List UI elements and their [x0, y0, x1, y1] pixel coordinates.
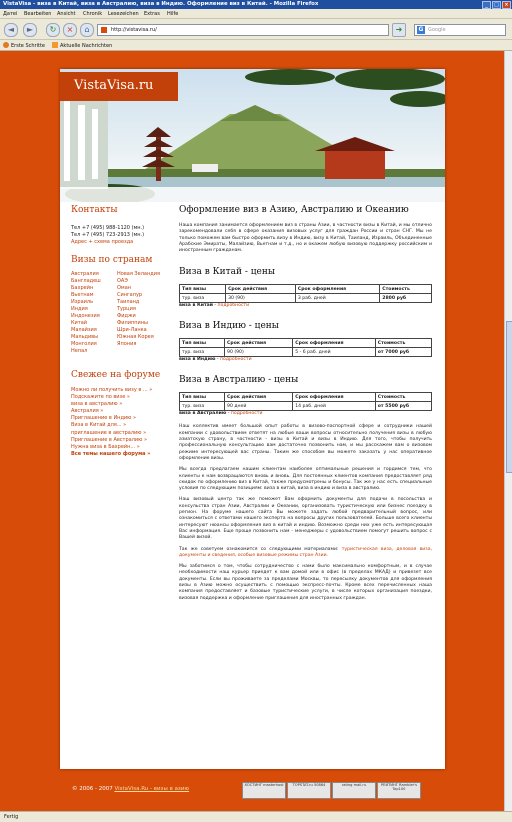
cell-processing: 5 - 6 раб. дней — [293, 348, 376, 357]
note-label: виза в Австралию — [179, 411, 227, 417]
cell-price: от 7000 руб — [375, 348, 431, 357]
navigation-toolbar — [0, 19, 512, 40]
country-link[interactable]: Бангладеш — [71, 278, 101, 284]
country-link[interactable]: Филиппины — [117, 320, 149, 326]
col-visa-type: Тип визы — [180, 393, 225, 402]
reload-icon[interactable]: ↻ — [46, 23, 60, 37]
cell-visa-type: тур. виза — [180, 348, 225, 357]
copyright-text: © 2006 - 2007 — [72, 786, 113, 792]
phone-1: Тел +7 (495) 988-1120 (мн.) — [71, 225, 145, 231]
china-prices-heading: Виза в Китай - цены — [179, 267, 276, 278]
forum-link[interactable]: Приглашение в Австралию » — [71, 436, 148, 443]
note-label: виза в Индию — [179, 357, 216, 363]
search-input[interactable] — [414, 24, 506, 36]
cell-price: 2800 руб — [380, 294, 432, 303]
forum-link[interactable]: Приглашение в Индию » — [71, 415, 137, 422]
forum-link[interactable]: Виза в Китай для... » — [71, 422, 127, 429]
col-validity: Срок действия — [226, 285, 296, 294]
forum-link[interactable]: Подскажите по визе » — [71, 394, 130, 401]
menu-history[interactable]: Chronik — [83, 11, 103, 17]
country-link[interactable]: Израиль — [71, 299, 94, 305]
menu-bar — [0, 9, 512, 19]
site-logo[interactable] — [60, 72, 178, 101]
col-validity: Срок действия — [225, 339, 293, 348]
countries-list — [71, 271, 166, 355]
rambler-top100-badge[interactable]: РЕЙТИНГ Rambler's Top100 — [377, 782, 421, 799]
australia-details-link[interactable]: подробности — [230, 411, 263, 417]
bookmark-label: Aktuelle Nachrichten — [60, 43, 113, 49]
window-title: VistaVisa - виза в Китай, виза в Австралию, виза в Индию. Оформление виз в Китай. - Mozilla Firefox — [3, 1, 319, 7]
country-link[interactable]: Мальдивы — [71, 334, 99, 340]
cell-processing: 14 раб. дней — [293, 402, 376, 411]
window-titlebar — [0, 0, 512, 9]
masterhost-badge[interactable]: ХОСТИНГ masterhost — [242, 782, 286, 799]
menu-edit[interactable]: Bearbeiten — [24, 11, 52, 17]
country-link[interactable]: Австралия — [71, 271, 99, 277]
country-link[interactable]: Малайзия — [71, 327, 97, 333]
forum-link[interactable]: Австралия » — [71, 408, 104, 415]
bookmark-label: Erste Schritte — [11, 43, 45, 49]
menu-view[interactable]: Ansicht — [57, 11, 76, 17]
google-icon: G — [418, 26, 424, 33]
india-details-link[interactable]: подробности — [220, 357, 252, 363]
status-bar — [0, 811, 512, 822]
experience-paragraph: Наш коллектив имеет большой опыт работы в визово-паспортной сфере и сотрудники нашей компании с удовольствием ответят на любые ваши вопросы относительно получения визы в любую азиатскую страну, в частности - визы в Китай и визы в Индию. Для того, чтобы получить профессиональную консультацию вам достаточно позвонить нам, и мы расскажем вам о визовом режиме интересующей вас страны. Таким же способом вы можете заказать у нас оперативное оформление визы. — [179, 424, 432, 461]
forum-link[interactable]: Можно ли получить визу в ... » — [71, 387, 153, 393]
menu-bookmarks[interactable]: Lesezeichen — [108, 11, 139, 17]
cell-validity: 90 (90) — [225, 348, 293, 357]
search-placeholder: Google — [428, 27, 446, 33]
note-separator: - — [226, 411, 231, 417]
topstat-badge[interactable]: TOPSTAT.ru 50864 — [287, 782, 331, 799]
cell-validity: 90 дней — [225, 402, 293, 411]
cell-validity: 30 (90) — [226, 294, 296, 303]
close-window-button[interactable]: × — [502, 1, 511, 9]
col-visa-type: Тип визы — [180, 339, 225, 348]
sidebar — [71, 205, 166, 458]
country-link[interactable]: Шри-Ланка — [117, 327, 147, 333]
main-content — [179, 205, 432, 602]
col-price: Стоимость — [380, 285, 432, 294]
cell-visa-type: тур. виза — [180, 402, 225, 411]
stop-icon[interactable]: × — [63, 23, 77, 37]
india-prices-heading: Виза в Индию - цены — [179, 321, 279, 332]
all-forum-topics-link[interactable]: Все темы нашего форума » — [71, 450, 151, 457]
scrollbar-thumb[interactable] — [506, 321, 512, 473]
forum-link[interactable]: визa в австралию » — [71, 401, 123, 408]
country-link[interactable]: Новая Зеландия — [117, 271, 160, 277]
site-page — [60, 69, 445, 769]
china-details-link[interactable]: подробности — [217, 303, 250, 309]
documents-paragraph: Наш визовый центр так же поможет Вам оформить документы для подачи в посольства и консульства стран Азии, Австралии и Океании, организовать туристическую или бизнес поездку в регион. На форуме нашего сайта Вы можете задать любой предварительный вопрос, или ознакомиться с ответами нашего эксперта на вопросы других пользователей. Больше всего клиенты интересуют нюансы оформления виз в китай и индию. Возможно среди них уже есть интересующая Вас информация. Еще проще позвонить нам - менеджеры с удовольствием помогут решить вопрос с Вашей визой. — [179, 497, 432, 541]
australia-price-table — [179, 392, 432, 411]
country-link[interactable]: Оман — [117, 285, 132, 291]
country-link[interactable]: Южная Корея — [117, 334, 154, 340]
country-link[interactable]: Индонезия — [71, 313, 100, 319]
firefox-icon — [3, 42, 9, 48]
courier-paragraph: Мы заботимся о том, чтобы сотрудничество с нами было максимально комфортным, и в случае необходимости наш курьер приедет к вам домой или в офис (в пределах МКАД) и привезет все документы. Если вы проживаете за пределами Москвы, то пересылку документов для оформления визы в Азию можно осуществить с помощью экспресс-почты. Кроме всех перечисленных наша компания предоставляет и базовые туристические услуги, в числе которых организация поездки, визовая поддержка и оформление приглашения для иностранных граждан. — [179, 564, 432, 601]
forum-link[interactable]: приглашение в австралию » — [71, 429, 147, 436]
address-link[interactable]: Адрес + схема проезда — [71, 239, 134, 245]
col-validity: Срок действия — [225, 393, 293, 402]
col-processing: Срок оформления — [293, 339, 376, 348]
maximize-button[interactable]: □ — [492, 1, 501, 9]
bookmark-getting-started[interactable] — [3, 42, 45, 49]
logo-text: VistaVisa.ru — [74, 78, 154, 93]
note-separator: - — [212, 303, 218, 309]
country-link[interactable]: Турция — [117, 306, 136, 312]
rss-icon — [52, 42, 58, 48]
col-price: Стоимость — [375, 339, 431, 348]
header-banner — [60, 69, 445, 202]
phone-2: Тел +7 (495) 723-2913 (мн.) — [71, 232, 145, 238]
status-text: Fertig — [4, 814, 19, 820]
minimize-button[interactable]: _ — [482, 1, 491, 9]
bookmarks-toolbar — [0, 40, 512, 51]
table-row — [180, 294, 432, 303]
china-price-table — [179, 284, 432, 303]
country-link[interactable]: Китай — [71, 320, 88, 326]
contacts-heading: Контакты — [71, 205, 118, 215]
menu-tools[interactable]: Extras — [144, 11, 160, 17]
footer-link[interactable]: VistaVisa.Ru - визы в азию — [114, 786, 190, 792]
mail-rating-badge[interactable]: rating mail.ru — [332, 782, 376, 799]
country-link[interactable]: Непал — [71, 348, 88, 354]
cell-price: от 5500 руб — [375, 402, 431, 411]
page-title: Оформление виз в Азию, Австралию и Океанию — [179, 205, 409, 215]
forum-heading: Свежее на форуме — [71, 370, 161, 380]
materials-paragraph — [179, 547, 432, 560]
col-processing: Срок оформления — [293, 393, 376, 402]
note-label: виза в Китай — [179, 303, 213, 309]
forum-link[interactable]: Нужна виза в Бахрейн... » — [71, 443, 140, 450]
country-link[interactable]: Вьетнам — [71, 292, 94, 298]
country-link[interactable]: Таиланд — [117, 299, 140, 305]
footer — [72, 786, 189, 792]
menu-file[interactable]: Датei — [3, 11, 18, 17]
forward-icon[interactable]: ► — [23, 23, 37, 37]
col-price: Стоимость — [375, 393, 431, 402]
country-link[interactable]: ОАЭ — [117, 278, 128, 284]
waterfall-icon — [60, 99, 108, 189]
menu-help[interactable]: Hilfe — [167, 11, 179, 17]
discounts-paragraph: Мы всегда предлагаем нашим клиентам наиболее оптимальные решения и гордимся тем, что клиенты к нам возвращаются вновь и вновь. Для постоянных клиентов компания предоставляет ряд скидок по оформлению виз в Китай, также предусмотрены и бонусы. Так же у нас есть специальные условия по следующим позициям: виза в китай, виза в индию и виза в австралию. — [179, 467, 432, 492]
favicon-icon — [101, 27, 107, 33]
australia-prices-heading: Виза в Австралию - цены — [179, 375, 299, 386]
cell-processing: 3 раб. дней — [295, 294, 379, 303]
url-text: http://vistavisa.ru/ — [111, 27, 157, 33]
back-icon[interactable]: ◄ — [4, 23, 18, 37]
india-price-table — [179, 338, 432, 357]
home-icon[interactable]: ⌂ — [80, 23, 94, 37]
country-link[interactable]: Индия — [71, 306, 88, 312]
url-bar[interactable] — [97, 24, 389, 36]
bookmark-latest-headlines[interactable] — [52, 42, 112, 49]
materials-links[interactable]: туристическая виза, деловая виза, документы и сведения, особые визовые режимы стран Азии. — [179, 546, 433, 558]
cell-visa-type: тур. виза — [180, 294, 226, 303]
country-link[interactable]: Фиджи — [117, 313, 136, 319]
go-icon[interactable]: ➜ — [392, 23, 406, 37]
table-row — [180, 348, 432, 357]
table-row — [180, 402, 432, 411]
country-link[interactable]: Бахрейн — [71, 285, 94, 291]
countries-heading: Визы по странам — [71, 255, 153, 265]
intro-paragraph: Наша компания занимается оформлением виз в страны Азии, в частности визы в Китай, и мы отлично зарекомендовали себя в сфере оказания визовых услуг для граждан России и стран СНГ. Мы не только поможем вам быстро оформить визу в Индию, визу в Китай, Таиланд, Израиль, Объединенные Арабские Эмираты, Малайзию, Вьетнам и т.д., но и окажем любую визовую поддержку российским и иностранным гражданам. — [179, 223, 432, 254]
page-scrollbar[interactable] — [504, 51, 512, 811]
note-separator: - — [215, 357, 220, 363]
materials-prefix: Так же советуем ознакомится со следующими материалами: — [179, 546, 342, 552]
country-link[interactable]: Монголия — [71, 341, 97, 347]
col-processing: Срок оформления — [295, 285, 379, 294]
col-visa-type: Тип визы — [180, 285, 226, 294]
country-link[interactable]: Япония — [117, 341, 137, 347]
country-link[interactable]: Сингапур — [117, 292, 143, 298]
